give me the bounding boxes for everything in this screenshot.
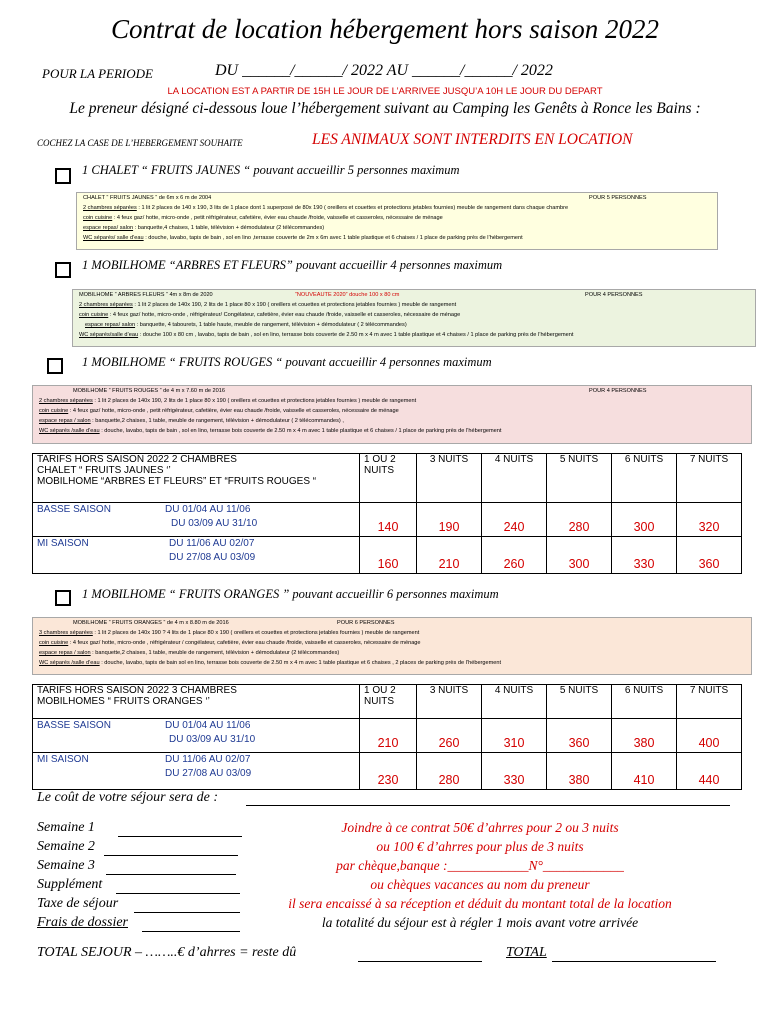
desc-label: espace repas / salon (39, 650, 91, 656)
desc-line: MOBILHOME “ FRUITS ROUGES “ de 4 m x 7.60 m de 2016 (73, 388, 226, 394)
price-cell: 230 (360, 753, 417, 790)
col-header: 5 NUITS (547, 454, 612, 503)
desc-line: : 4 feux gaz/ hotte, micro-onde , petit réfrigérateur, cafetière, évier eau chaude /froide, vaisselle et casseroles, nécessaire de ménage (112, 215, 443, 221)
mobilhome-arbres-checkbox[interactable] (55, 262, 71, 278)
price-cell: 360 (547, 719, 612, 753)
table-row (33, 454, 742, 503)
desc-capacity: POUR 5 PERSONNES (589, 195, 647, 201)
desc-label: 2 chambres séparées (79, 302, 133, 308)
price-cell: 440 (677, 753, 742, 790)
mobilhome-rouges-heading: 1 MOBILHOME “ FRUITS ROUGES “ pouvant accueillir 4 personnes maximum (82, 355, 492, 369)
desc-line: : banquette,4 chaises, 1 table, télévision + démodulateur (2 télécommandes) (133, 225, 325, 231)
desc-label: coin cuisine (39, 640, 69, 646)
season-dates: DU 27/08 AU 03/09 (165, 768, 252, 779)
page-title: Contrat de location hébergement hors saison 2022 (111, 14, 659, 44)
desc-line: : 1 lit 2 places de 140x 190 ? 4 lits de 1 place 80 x 190 ( oreillers et couettes et protections jetables fournies ) meuble de rangement (92, 630, 420, 636)
season-dates: DU 01/04 AU 11/06 (165, 504, 251, 515)
table-row (33, 685, 742, 719)
tarif-header-line: MOBILHOMES “ FRUITS ORANGES ‘’ (37, 696, 210, 707)
desc-label: WC séparés /salle d’eau (39, 428, 100, 434)
chalet-heading: 1 CHALET “ FRUITS JAUNES “ pouvant accueillir 5 personnes maximum (82, 163, 460, 177)
table-row (33, 753, 742, 790)
price-cell: 240 (482, 503, 547, 537)
period-label: POUR LA PERIODE (42, 66, 153, 81)
desc-label: coin cuisine (83, 215, 113, 221)
desc-line: MOBILHOME “ ARBRES FLEURS “ 4m x 8m de 2020 (79, 292, 213, 298)
desc-label: espace repas / salon (39, 418, 91, 424)
intro-text: Le preneur désigné ci-dessous loue l’hébergement suivant au Camping les Genêts à Ronce les Bains : (69, 100, 701, 117)
period-dates: DU ______/______/ 2022 AU ______/______/ 2022 (215, 62, 553, 79)
supplement-field[interactable] (116, 893, 240, 894)
season-label: MI SAISON (37, 538, 89, 549)
col-header: 3 NUITS (417, 454, 482, 503)
total-label: TOTAL (506, 945, 547, 960)
week3-field[interactable] (106, 874, 236, 875)
col-header: 4 NUITS (482, 454, 547, 503)
col-header: 1 OU 2 NUITS (360, 685, 417, 719)
mobilhome-rouges-description (32, 385, 752, 444)
price-cell: 320 (677, 503, 742, 537)
season-dates: DU 11/06 AU 02/07 (169, 538, 255, 549)
animals-warning: LES ANIMAUX SONT INTERDITS EN LOCATION (312, 131, 633, 148)
col-header: 1 OU 2 NUITS (360, 454, 417, 503)
week3-label: Semaine 3 (37, 858, 95, 873)
remaining-field[interactable] (358, 961, 482, 962)
col-header: 6 NUITS (612, 454, 677, 503)
desc-line: : 4 feux gaz/ hotte, micro-onde , réfrigérateur/ Congélateur, cafetière, évier eau chaude /froide, vaisselle et casseroles, nécessaire de ménage (108, 312, 461, 318)
season-cell (33, 753, 360, 790)
price-cell: 160 (360, 537, 417, 574)
week1-field[interactable] (118, 836, 242, 837)
tarif-header-line: TARIFS HORS SAISON 2022 3 CHAMBRES (37, 685, 237, 696)
price-cell: 380 (547, 753, 612, 790)
col-header: 5 NUITS (547, 685, 612, 719)
deposit-note: Joindre à ce contrat 50€ d’ahrres pour 2 ou 3 nuits (341, 820, 619, 835)
check-instruction: COCHEZ LA CASE DE L’HEBERGEMENT SOUHAITE (37, 138, 243, 148)
week2-field[interactable] (104, 855, 238, 856)
price-cell: 260 (417, 719, 482, 753)
mobilhome-oranges-checkbox[interactable] (55, 590, 71, 606)
price-cell: 210 (417, 537, 482, 574)
season-cell (33, 719, 360, 753)
price-cell: 280 (547, 503, 612, 537)
mobilhome-arbres-heading: 1 MOBILHOME “ARBRES ET FLEURS” pouvant accueillir 4 personnes maximum (82, 258, 503, 272)
tarif-header-line: TARIFS HORS SAISON 2022 2 CHAMBRES (37, 454, 237, 465)
season-dates: DU 11/06 AU 02/07 (165, 754, 251, 765)
payment-note: ou chèques vacances au nom du preneur (370, 877, 590, 892)
season-dates: DU 03/09 AU 31/10 (169, 734, 256, 745)
week2-label: Semaine 2 (37, 839, 95, 854)
season-dates: DU 27/08 AU 03/09 (169, 552, 256, 563)
price-cell: 310 (482, 719, 547, 753)
price-cell: 360 (677, 537, 742, 574)
fees-label: Frais de dossier (37, 915, 128, 930)
balance-note: la totalité du séjour est à régler 1 mois avant votre arrivée (321, 915, 639, 930)
desc-label: 2 chambres séparées (39, 398, 93, 404)
chalet-description (76, 192, 718, 250)
desc-line: : douche, lavabo, tapis de bain sol en lino, terrasse bois couverte de 2.50 m x 4 m avec 1 table plastique et 6 chaises , 2 places de parking près de l’hébergement (99, 660, 502, 666)
desc-label: espace repas/ salon (85, 322, 136, 328)
desc-label: 2 chambres séparées (83, 205, 137, 211)
total-field[interactable] (552, 961, 716, 962)
price-cell: 190 (417, 503, 482, 537)
col-header: 4 NUITS (482, 685, 547, 719)
table-row (33, 719, 742, 753)
col-header: 3 NUITS (417, 685, 482, 719)
season-label: MI SAISON (37, 754, 89, 765)
price-cell: 330 (612, 537, 677, 574)
price-cell: 300 (547, 537, 612, 574)
chalet-checkbox[interactable] (55, 168, 71, 184)
tarif-header-line: MOBILHOME “ARBRES ET FLEURS” ET “FRUITS ROUGES “ (37, 476, 317, 487)
payment-note: par chèque,banque :____________N°____________ (336, 858, 624, 873)
deposit-note: ou 100 € d’ahrres pour plus de 3 nuits (376, 839, 584, 854)
desc-label: WC séparés/salle d’eau (79, 332, 139, 338)
price-cell: 300 (612, 503, 677, 537)
tax-field[interactable] (134, 912, 240, 913)
fees-field[interactable] (142, 931, 240, 932)
col-header: 7 NUITS (677, 454, 742, 503)
price-cell: 410 (612, 753, 677, 790)
desc-capacity: POUR 4 PERSONNES (589, 388, 647, 394)
desc-line: : 4 feux gaz/ hotte, micro-onde , petit réfrigérateur, cafetière, évier eau chaude /froide, vaisselle et casseroles, nécessaire de ménage (68, 408, 399, 414)
col-header: 7 NUITS (677, 685, 742, 719)
table-header-cell (33, 685, 360, 719)
desc-line: CHALET “ FRUITS JAUNES “ de 6m x 6 m de 2004 (83, 195, 212, 201)
season-label: BASSE SAISON (37, 504, 111, 515)
price-cell: 380 (612, 719, 677, 753)
desc-line: : 1 lit 2 places de 140 x 190, 3 lits de 1 place dont 1 superposé de 80x 190 ( oreillers et couettes et protections jetables fournies) meuble de rangement dans chaque chambre (136, 205, 569, 211)
desc-line: : 1 lit 2 places de 140x 190, 2 lits de 1 place 80 x 190 ( oreillers et couettes et protections jetables fournies ) meuble de rangement (132, 302, 457, 308)
table-header-cell (33, 454, 360, 503)
week1-label: Semaine 1 (37, 820, 95, 835)
mobilhome-arbres-description (72, 289, 756, 347)
desc-line: : 1 lit 2 places de 140x 190, 2 lits de 1 place 80 x 190 ( oreillers et couettes et protections jetables fournies ) meuble de rangement (92, 398, 417, 404)
desc-line: : douche, lavabo, tapis de bain , sol en lino, terrasse bois couverte de 2.50 m x 4 m avec 1 table plastique et 6 chaises / 1 place de parking près de l’hébergement (99, 428, 502, 434)
tarif-table-3-chambres (32, 684, 742, 790)
season-cell (33, 537, 360, 574)
tarif-header-line: CHALET “ FRUITS JAUNES ‘’ (37, 465, 171, 476)
arrival-note: LA LOCATION EST A PARTIR DE 15H LE JOUR DE L’ARRIVEE JUSQU’A 10H LE JOUR DU DEPART (167, 86, 603, 97)
desc-line: : banquette,2 chaises, 1 table, meuble de rangement, télévision + démodulateur (2 télécommandes) (90, 650, 340, 656)
desc-label: WC séparés/ salle d’eau (83, 235, 144, 241)
desc-capacity: POUR 4 PERSONNES (585, 292, 643, 298)
desc-line: : banquette,2 chaises, 1 table, meuble de rangement, télévision + démodulateur ( 2 télécommandes) , (90, 418, 344, 424)
season-dates: DU 01/04 AU 11/06 (165, 720, 251, 731)
col-header: 6 NUITS (612, 685, 677, 719)
season-cell (33, 503, 360, 537)
payment-note: il sera encaissé à sa réception et déduit du montant total de la location (288, 896, 672, 911)
mobilhome-oranges-heading: 1 MOBILHOME “ FRUITS ORANGES ” pouvant accueillir 6 personnes maximum (82, 587, 499, 601)
price-cell: 280 (417, 753, 482, 790)
price-cell: 260 (482, 537, 547, 574)
desc-label: 3 chambres séparées (39, 630, 93, 636)
cost-field[interactable] (246, 805, 730, 806)
season-dates: DU 03/09 AU 31/10 (171, 518, 258, 529)
mobilhome-rouges-checkbox[interactable] (47, 358, 63, 374)
desc-line: : douche, lavabo, tapis de bain , sol en lino ,terrasse couverte de 2m x 6m avec 1 table plastique et 6 chaises / 1 place de parking près de l’hébergement (143, 235, 523, 241)
desc-capacity: POUR 6 PERSONNES (337, 620, 395, 626)
season-label: BASSE SAISON (37, 720, 111, 731)
total-sejour-label: TOTAL SEJOUR – ……..€ d’ahrres = reste dû (37, 945, 297, 960)
desc-label: coin cuisine (79, 312, 109, 318)
desc-line: : douche 100 x 80 cm , lavabo, tapis de bain , sol en lino, terrasse bois couverte de 2.50 m x 4 m avec 1 table plastique et 4 chaises / 1 place de parking près de l’hébergement (138, 332, 574, 338)
price-cell: 210 (360, 719, 417, 753)
table-row (33, 503, 742, 537)
supplement-label: Supplément (37, 877, 103, 892)
price-cell: 140 (360, 503, 417, 537)
desc-line: : banquette, 4 tabourets, 1 table haute, meuble de rangement, télévision + démodulateur ( 2 télécommandes) (135, 322, 407, 328)
price-cell: 400 (677, 719, 742, 753)
desc-label: espace repas/ salon (83, 225, 134, 231)
desc-line: : 4 feux gaz/ hotte, micro-onde , réfrigérateur / congélateur, cafetière, évier eau chaude /froide, vaisselle et casseroles, nécessaire de ménage (68, 640, 421, 646)
desc-line: MOBILHOME “ FRUITS ORANGES “ de 4 m x 8.80 m de 2016 (73, 620, 229, 626)
tarif-table-2-chambres (32, 453, 742, 574)
desc-label: coin cuisine (39, 408, 69, 414)
tax-label: Taxe de séjour (37, 896, 119, 911)
mobilhome-oranges-description (32, 617, 752, 675)
cost-label: Le coût de votre séjour sera de : (37, 790, 219, 805)
desc-label: WC séparés /salle d’eau (39, 660, 100, 666)
price-cell: 330 (482, 753, 547, 790)
table-row (33, 537, 742, 574)
desc-new: “NOUVEAUTE 2020” douche 100 x 80 cm (295, 292, 400, 298)
